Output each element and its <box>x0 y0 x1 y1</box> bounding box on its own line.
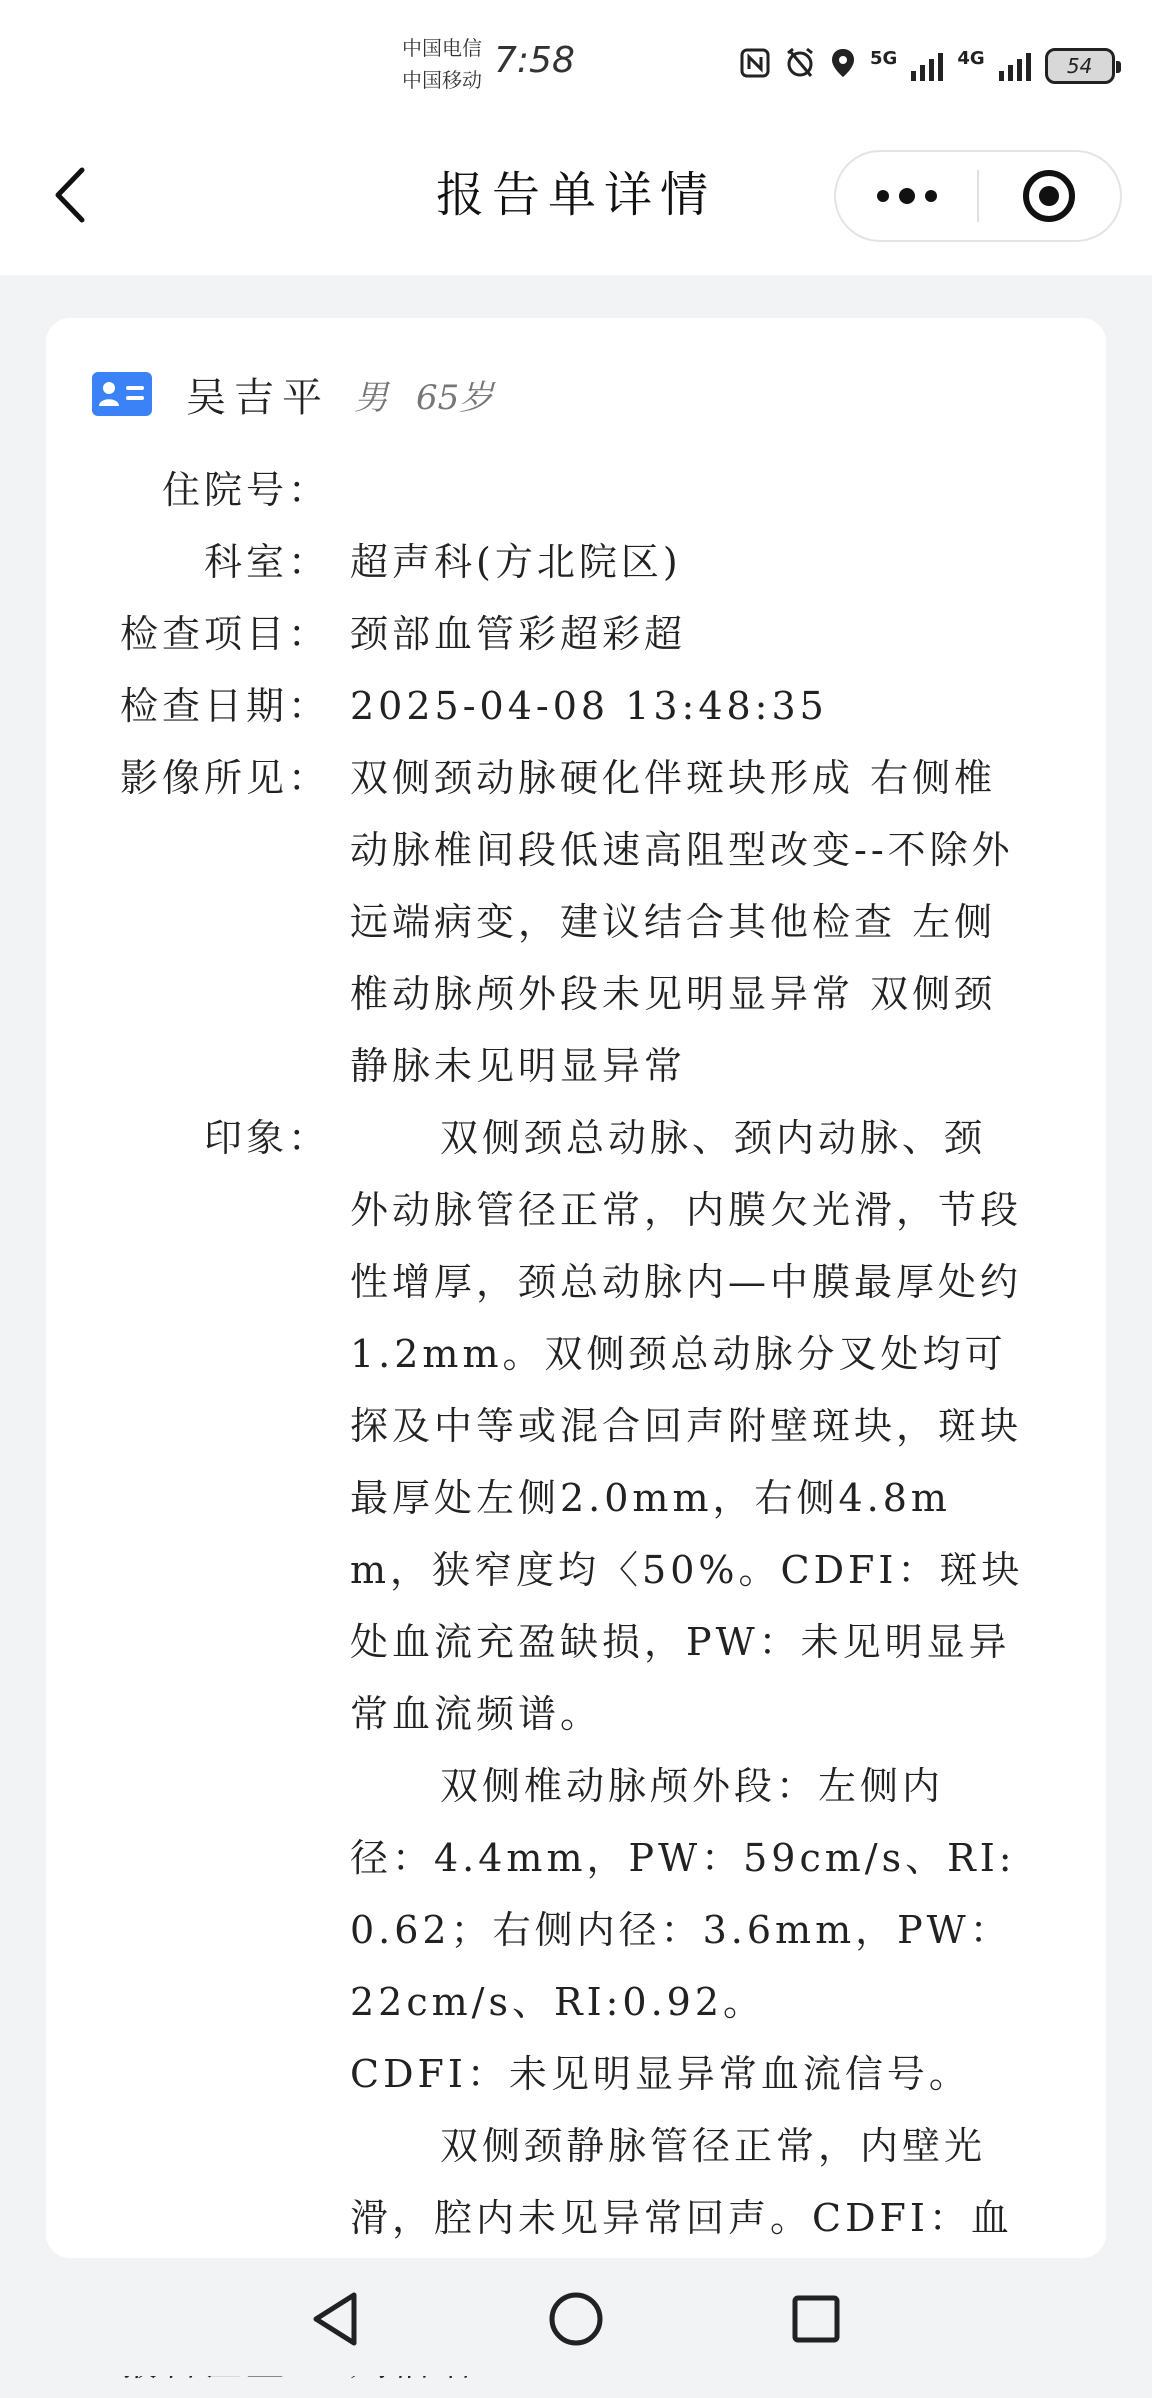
battery-level: 54 <box>1066 54 1093 78</box>
net-5g-label: 5G <box>870 47 898 69</box>
nav-back-button[interactable] <box>300 2284 370 2354</box>
nav-recents-button[interactable] <box>781 2284 851 2354</box>
location-icon <box>830 47 856 85</box>
square-recents-icon <box>791 2294 841 2344</box>
field-label: 检查日期： <box>119 684 330 728</box>
battery-icon <box>1045 48 1115 84</box>
impression-paragraph: 双侧颈静脉管径正常，内壁光滑，腔内未见异常回声。CDFI：血 <box>350 2124 1013 2240</box>
field-label: 影像所见： <box>119 756 330 800</box>
field-value: 2025-04-08 13:48:35 <box>350 684 828 728</box>
nfc-icon <box>740 48 770 84</box>
patient-gender: 男 <box>354 377 388 418</box>
field-exam-item <box>46 598 1106 670</box>
field-impression <box>46 1102 1106 2326</box>
impression-paragraph: 双侧颈总动脉、颈内动脉、颈外动脉管径正常，内膜欠光滑，节段性增厚，颈总动脉内—中膜最厚处约1.2mm。双侧颈总动脉分叉处均可探及中等或混合回声附壁斑块，斑块最厚处左侧2.0mm，右侧4.8mm，狭窄度均〈50%。CDFI：斑块处血流充盈缺损，PW：未见明显异常血流频谱。 <box>350 1116 1024 1736</box>
field-value <box>336 454 1046 526</box>
triangle-back-icon <box>310 2291 360 2347</box>
impression-paragraph: 双侧椎动脉颅外段：左侧内径：4.4mm，PW：59cm/s、RI:0.62；右侧内径：3.6mm，PW：22cm/s、RI:0.92。 <box>350 1764 1016 2024</box>
report-fields <box>46 454 1106 2398</box>
circle-home-icon <box>548 2291 604 2347</box>
field-exam-date <box>46 670 1106 742</box>
id-card-icon <box>92 372 152 416</box>
net-4g-label: 4G <box>957 47 985 69</box>
close-miniprogram-button[interactable] <box>979 152 1120 240</box>
field-findings <box>46 742 1106 1102</box>
nav-bar <box>0 130 1152 275</box>
mini-program-capsule <box>834 150 1122 242</box>
field-value: 双侧颈动脉硬化伴斑块形成 右侧椎动脉椎间段低速高阻型改变--不除外远端病变，建议结合其他检查 左侧椎动脉颅外段未见明显异常 双侧颈静脉未见明显异常 <box>350 756 1014 1088</box>
field-label: 检查项目： <box>119 612 330 656</box>
alarm-off-icon <box>784 47 816 85</box>
page-title: 报告单详情 <box>435 167 716 223</box>
field-label: 印象： <box>203 1116 330 1160</box>
target-close-icon <box>1021 168 1077 224</box>
more-button[interactable] <box>836 152 977 240</box>
patient-age: 65岁 <box>416 377 494 418</box>
impression-paragraph: CDFI：未见明显异常血流信号。 <box>350 2052 971 2096</box>
back-button[interactable] <box>40 160 100 230</box>
carrier-2: 中国移动 <box>402 68 482 92</box>
patient-name: 吴吉平 <box>186 374 330 421</box>
field-label: 科室： <box>203 540 330 584</box>
field-label: 住院号： <box>161 468 330 512</box>
nav-home-button[interactable] <box>541 2284 611 2354</box>
field-value: 颈部血管彩超彩超 <box>350 612 687 656</box>
field-value: 超声科(方北院区) <box>350 540 682 584</box>
field-admission-no <box>46 454 1106 526</box>
status-bar <box>0 0 1152 130</box>
chevron-left-icon <box>52 166 88 224</box>
signal-5g-icon <box>911 51 943 81</box>
status-icons <box>740 44 1115 88</box>
field-department <box>46 526 1106 598</box>
carrier-info <box>402 32 482 96</box>
status-time: 7:58 <box>494 40 575 81</box>
system-nav-bar <box>0 2258 1152 2376</box>
report-card <box>46 318 1106 2258</box>
carrier-1: 中国电信 <box>402 36 482 60</box>
patient-header <box>92 364 493 424</box>
impression-text <box>336 1102 1046 2326</box>
signal-4g-icon <box>999 51 1031 81</box>
more-dots-icon <box>875 188 939 204</box>
